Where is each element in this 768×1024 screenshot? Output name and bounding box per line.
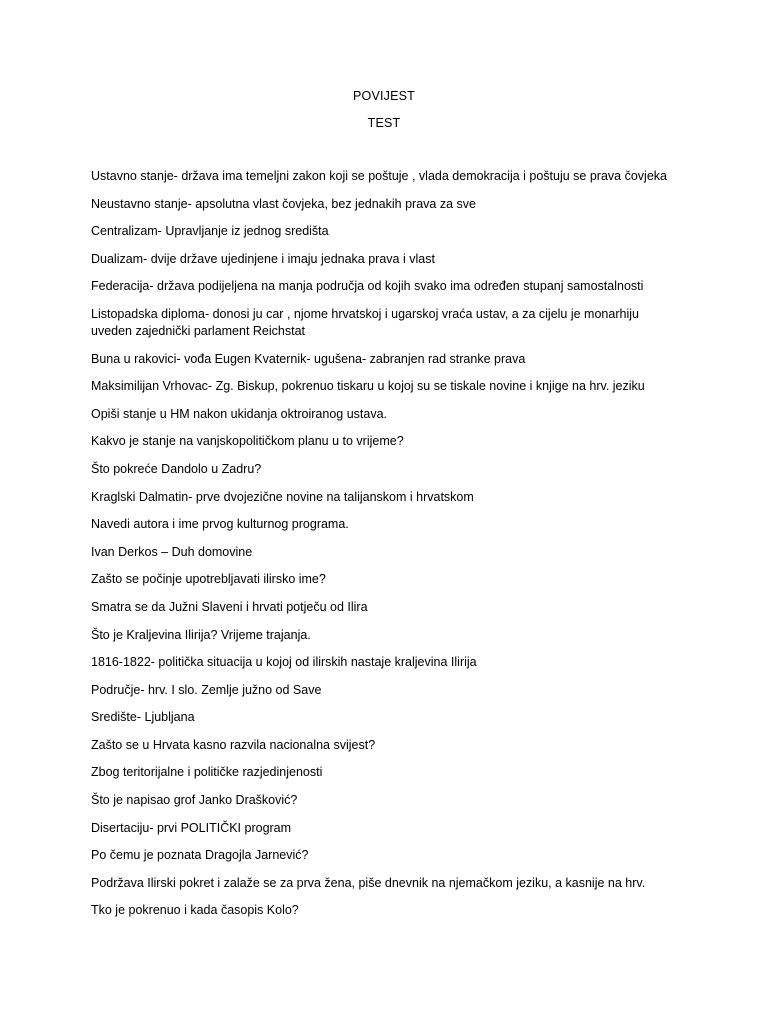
paragraph: Zašto se u Hrvata kasno razvila nacionalna svijest? <box>91 737 376 752</box>
paragraph: Podržava Ilirski pokret i zalaže se za prva žena, piše dnevnik na njemačkom jeziku, a kasnije na hrv. <box>91 875 646 890</box>
paragraph: Smatra se da Južni Slaveni i hrvati potječu od Ilira <box>91 599 368 614</box>
paragraph: Federacija- država podijeljena na manja područja od kojih svako ima određen stupanj samostalnosti <box>91 279 644 294</box>
paragraph: Središte- Ljubljana <box>91 710 195 725</box>
paragraph: Što je napisao grof Janko Drašković? <box>91 793 298 808</box>
paragraph: Disertaciju- prvi POLITIČKI program <box>91 820 292 835</box>
document-subtitle: TEST <box>367 116 401 130</box>
paragraph: Po čemu je poznata Dragojla Jarnević? <box>91 848 309 863</box>
paragraph: Područje- hrv. I slo. Zemlje južno od Save <box>91 682 322 697</box>
paragraph: Neustavno stanje- apsolutna vlast čovjeka, bez jednakih prava za sve <box>91 196 476 211</box>
paragraph: Maksimilijan Vrhovac- Zg. Biskup, pokrenuo tiskaru u kojoj su se tiskale novine i knjige na hrv. jeziku <box>91 379 645 394</box>
paragraph: Tko je pokrenuo i kada časopis Kolo? <box>91 903 299 918</box>
paragraph: Dualizam- dvije države ujedinjene i imaju jednaka prava i vlast <box>91 251 435 266</box>
paragraph: Kakvo je stanje na vanjskopolitičkom planu u to vrijeme? <box>91 434 404 449</box>
paragraph: Centralizam- Upravljanje iz jednog središta <box>91 224 329 239</box>
paragraph: Zašto se počinje upotrebljavati ilirsko ime? <box>91 572 326 587</box>
document-body <box>91 168 681 930</box>
paragraph: Što je Kraljevina Ilirija? Vrijeme trajanja. <box>91 627 311 642</box>
document-title: POVIJEST <box>352 89 416 103</box>
paragraph: Buna u rakovici- vođa Eugen Kvaternik- ugušena- zabranjen rad stranke prava <box>91 351 526 366</box>
paragraph: Što pokreće Dandolo u Zadru? <box>91 461 262 476</box>
paragraph: Opiši stanje u HM nakon ukidanja oktroiranog ustava. <box>91 406 387 421</box>
paragraph: Navedi autora i ime prvog kulturnog programa. <box>91 517 349 532</box>
paragraph: Kraglski Dalmatin- prve dvojezične novine na talijanskom i hrvatskom <box>91 489 474 504</box>
paragraph: Ustavno stanje- država ima temeljni zakon koji se poštuje , vlada demokracija i poštuju se prava čovjeka <box>91 169 667 183</box>
paragraph: 1816-1822- politička situacija u kojoj od ilirskih nastaje kraljevina Ilirija <box>91 655 477 670</box>
paragraph: Zbog teritorijalne i političke razjedinjenosti <box>91 765 323 780</box>
title-block <box>0 88 768 131</box>
paragraph: Ivan Derkos – Duh domovine <box>91 544 253 559</box>
paragraph: Listopadska diploma- donosi ju car , njome hrvatskoj i ugarskoj vraća ustav, a za cijelu je monarhiju uveden zajednički parlament Reichstat <box>91 306 639 338</box>
